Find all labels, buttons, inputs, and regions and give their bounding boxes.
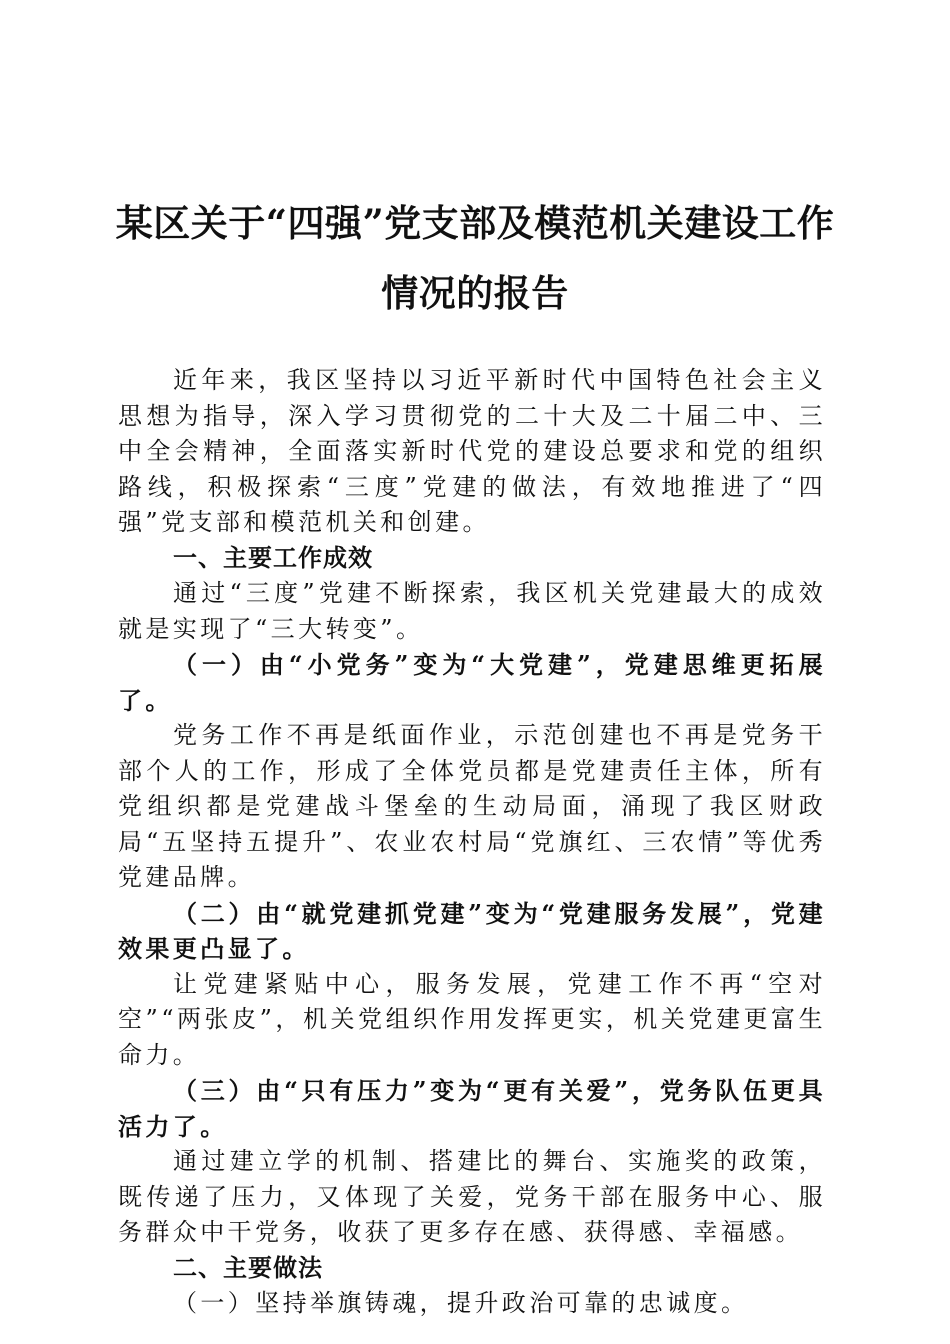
section-1-item-2-heading: （二）由“就党建抓党建”变为“党建服务发展”，党建效果更凸显了。 (118, 898, 826, 963)
title-line-1: 某区关于“四强”党支部及模范机关建设工作 (115, 201, 835, 245)
section-1-item-3-heading: （三）由“只有压力”变为“更有关爱”，党务队伍更具活力了。 (118, 1076, 826, 1141)
section-2-item-1-heading: （一）坚持举旗铸魂，提升政治可靠的忠诚度。 (173, 1289, 749, 1317)
section-1-heading: 一、主要工作成效 (173, 543, 373, 572)
section-1-item-1-heading: （一）由“小党务”变为“大党建”，党建思维更拓展了。 (118, 650, 826, 715)
section-1-item-3-body: 通过建立学的机制、搭建比的舞台、实施奖的政策，既传递了压力，又体现了关爱，党务干部在服务中心、服务群众中干党务，收获了更多存在感、获得感、幸福感。 (118, 1147, 826, 1246)
section-1-item-1-body: 党务工作不再是纸面作业，示范创建也不再是党务干部个人的工作，形成了全体党员都是党建责任主体，所有党组织都是党建战斗堡垒的生动局面，涌现了我区财政局“五坚持五提升”、农业农村局“党旗红、三农情”等优秀党建品牌。 (118, 721, 826, 891)
section-1-item-2-body: 让党建紧贴中心，服务发展，党建工作不再“空对空”“两张皮”，机关党组织作用发挥更实，机关党建更富生命力。 (118, 969, 826, 1069)
document-title (100, 188, 850, 328)
document-body (118, 363, 826, 1322)
title-line-2: 情况的报告 (381, 271, 569, 315)
section-1-summary: 通过“三度”党建不断探索，我区机关党建最大的成效就是实现了“三大转变”。 (118, 579, 826, 643)
section-2-heading: 二、主要做法 (173, 1253, 323, 1282)
intro-paragraph: 近年来，我区坚持以习近平新时代中国特色社会主义思想为指导，深入学习贯彻党的二十大及二十届二中、三中全会精神，全面落实新时代党的建设总要求和党的组织路线，积极探索“三度”党建的做法，有效地推进了“四强”党支部和模范机关和创建。 (118, 366, 826, 536)
